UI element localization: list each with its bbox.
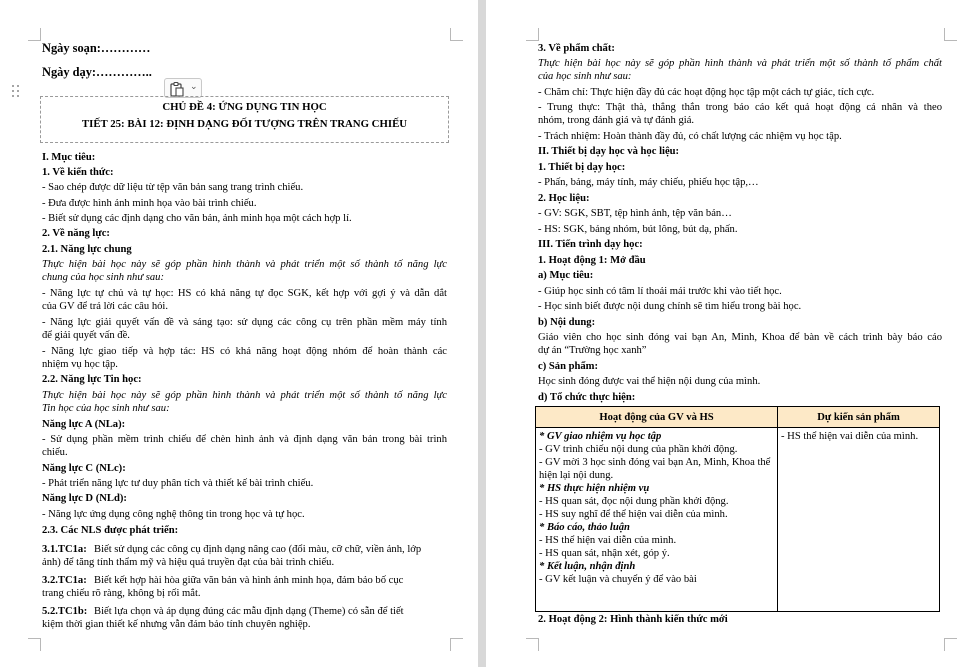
topic-title: CHỦ ĐỀ 4: ỨNG DỤNG TIN HỌC [162, 101, 327, 113]
text-line: Thực hiện bài học này sẽ góp phần hình thành và phát triển một số thành tố năng lực [42, 259, 447, 270]
text-line: - Sao chép được dữ liệu từ tệp văn bản sang trang trình chiếu. [42, 182, 304, 193]
heading: Năng lực D (NLd): [42, 493, 127, 504]
activity-table [535, 406, 940, 612]
text-line: nhiệm vụ học tập. [42, 359, 118, 370]
activity-text: - HS suy nghĩ để thể hiện vai diễn của mình. [539, 509, 728, 520]
heading: 1. Về kiến thức: [42, 167, 114, 178]
text-line: Học sinh đóng được vai thể hiện nội dung của mình. [538, 376, 761, 387]
margin-mark [450, 638, 463, 651]
text-line: - Phát triển năng lực tư duy phân tích và thiết kế bài trình chiếu. [42, 478, 314, 489]
heading: b) Nội dung: [538, 317, 596, 328]
heading: a) Mục tiêu: [538, 270, 594, 281]
activity-text: - HS quan sát, nhận xét, góp ý. [539, 548, 670, 559]
text-line: trang chiếu rõ ràng, không bị rối mắt. [42, 588, 201, 599]
heading: 1. Thiết bị dạy học: [538, 162, 626, 173]
activity-text: - GV kết luận và chuyển ý để vào bài [539, 574, 697, 585]
document-page-left [0, 0, 478, 667]
prep-date: Ngày soạn:………… [42, 41, 151, 55]
nls-code: 5.2.TC1b: [42, 606, 88, 617]
heading: 1. Hoạt động 1: Mở đầu [538, 255, 646, 266]
lesson-title: TIẾT 25: BÀI 12: ĐỊNH DẠNG ĐỐI TƯỢNG TRÊN TRANG CHIẾU [81, 118, 408, 130]
heading: I. Mục tiêu: [42, 152, 96, 163]
margin-mark [944, 638, 957, 651]
activity-text: - GV mời 3 học sinh đóng vai bạn An, Minh, Khoa thể hiện lại nội dung. [539, 457, 771, 481]
table-cell-products [778, 428, 940, 612]
activity-step: * HS thực hiện nhiệm vụ [539, 483, 650, 494]
heading: Năng lực C (NLc): [42, 463, 126, 474]
text-line: Biết lựa chọn và áp dụng đúng các mẫu định dạng (Theme) có sẵn để tiết [94, 606, 404, 617]
nls-code: 3.2.TC1a: [42, 575, 87, 586]
paste-options-icon [169, 81, 185, 97]
text-line: Thực hiện bài học này sẽ góp phần hình thành và phát triển một số thành tố năng lực [42, 390, 447, 401]
text-line: - Trung thực: Thật thà, thẳng thắn trong báo cáo kết quả hoạt động cá nhân và theo [538, 102, 942, 113]
text-line: - Trách nhiệm: Hoàn thành đầy đủ, có chất lượng các nhiệm vụ học tập. [538, 131, 842, 142]
margin-mark [450, 28, 463, 41]
margin-mark [28, 638, 41, 651]
text-line: - GV: SGK, SBT, tệp hình ảnh, tệp văn bản… [538, 208, 732, 219]
table-header: Hoạt động của GV và HS [536, 407, 778, 428]
heading: Năng lực A (NLa): [42, 419, 126, 430]
activity-step: * GV giao nhiệm vụ học tập [539, 431, 662, 442]
margin-mark [526, 28, 539, 41]
text-line: Giáo viên cho học sinh đóng vai bạn An, Minh, Khoa để bàn về cách trình bày báo cáo [538, 332, 942, 343]
text-line: để giải quyết vấn đề. [42, 330, 130, 341]
title-box [40, 96, 449, 143]
activity-step: * Kết luận, nhận định [539, 561, 636, 572]
activity-text: - HS thể hiện vai diễn của mình. [539, 535, 677, 546]
text-line: - Chăm chỉ: Thực hiện đầy đủ các hoạt động học tập một cách tự giác, tích cực. [538, 87, 875, 98]
text-line: ảnh) để tăng tính thẩm mỹ và hiệu quả truyền đạt của bài trình chiếu. [42, 557, 335, 568]
activity-text: - HS quan sát, đọc nội dung phần khởi động. [539, 496, 729, 507]
text-line: Thực hiện bài học này sẽ góp phần hình thành và phát triển một số thành tố phẩm chất [538, 58, 942, 69]
text-line: của GV để trả lời các câu hỏi. [42, 301, 169, 312]
text-line: - Học sinh biết được nội dung chính sẽ tìm hiểu trong bài học. [538, 301, 802, 312]
heading: II. Thiết bị dạy học và học liệu: [538, 146, 680, 157]
text-line: - Giúp học sinh có tâm lí thoải mái trước khi vào tiết học. [538, 286, 782, 297]
activity-text: - GV trình chiếu nội dung của phần khởi động. [539, 444, 738, 455]
heading: c) Sản phẩm: [538, 361, 599, 372]
table-header: Dự kiến sản phẩm [778, 407, 940, 428]
text-line: - Năng lực giải quyết vấn đề và sáng tạo: sử dụng các công cụ trên phần mềm máy tính [42, 317, 447, 328]
heading: III. Tiến trình dạy học: [538, 239, 643, 250]
text-line: - Biết sử dụng các định dạng cho văn bản, ảnh minh họa một cách hợp lí. [42, 213, 352, 224]
heading: 2.3. Các NLS được phát triển: [42, 525, 179, 536]
text-line: Biết sử dụng các công cụ định dạng nâng cao (đổi màu, cỡ chữ, viền ảnh, lớp [94, 544, 422, 555]
text-line: - HS: SGK, bảng nhóm, bút lông, bút dạ, phấn. [538, 224, 738, 235]
table-header-row [536, 407, 940, 428]
nls-code: 3.1.TC1a: [42, 544, 87, 555]
heading: 2.2. Năng lực Tin học: [42, 374, 142, 385]
product-text: - HS thể hiện vai diễn của mình. [781, 431, 919, 442]
text-line: chung của học sinh như sau: [42, 272, 164, 283]
text-line: Biết kết hợp hài hòa giữa văn bản và hình ảnh minh họa, đảm bảo bố cục [94, 575, 404, 586]
text-line: - Phấn, bảng, máy tính, máy chiếu, phiếu học tập,… [538, 177, 759, 188]
table-row [536, 428, 940, 612]
heading: 2. Về năng lực: [42, 228, 110, 239]
heading: 2. Hoạt động 2: Hình thành kiến thức mới [538, 614, 728, 625]
text-line: - Năng lực tự chủ và tự học: HS có khả năng tự đọc SGK, kết hợp với gợi ý và dẫn dắt [42, 288, 447, 299]
text-line: nhóm, trong đánh giá và tự đánh giá. [538, 115, 695, 126]
activity-step: * Báo cáo, thảo luận [539, 522, 630, 533]
text-line: - Sử dụng phần mềm trình chiếu để chèn hình ảnh và định dạng văn bản trong bài trình [42, 434, 447, 445]
margin-mark [944, 28, 957, 41]
heading: d) Tổ chức thực hiện: [538, 392, 636, 403]
text-line: dự án “Trường học xanh” [538, 345, 647, 356]
drag-handle-icon[interactable] [12, 85, 22, 99]
text-line: của học sinh như sau: [538, 71, 632, 82]
margin-mark [28, 28, 41, 41]
margin-mark [526, 638, 539, 651]
text-line: Tin học của học sinh như sau: [42, 403, 170, 414]
page-gap [478, 0, 486, 667]
text-line: chiếu. [42, 447, 68, 458]
teach-date: Ngày dạy:………….. [42, 65, 152, 79]
heading: 2. Học liệu: [538, 193, 590, 204]
text-line: kiệm thời gian thiết kế nhưng vẫn đảm bảo tính chuyên nghiệp. [42, 619, 311, 630]
heading: 3. Về phẩm chất: [538, 43, 615, 54]
table-cell-activities [536, 428, 778, 612]
chevron-down-icon: ⌄ [190, 82, 198, 92]
text-line: - Đưa được hình ảnh minh họa vào bài trình chiếu. [42, 198, 257, 209]
heading: 2.1. Năng lực chung [42, 244, 132, 255]
paste-options-button[interactable] [164, 78, 202, 98]
text-line: - Năng lực ứng dụng công nghệ thông tin trong học và tự học. [42, 509, 305, 520]
text-line: - Năng lực giao tiếp và hợp tác: HS có khả năng hoạt động nhóm để hoàn thành các [42, 346, 447, 357]
